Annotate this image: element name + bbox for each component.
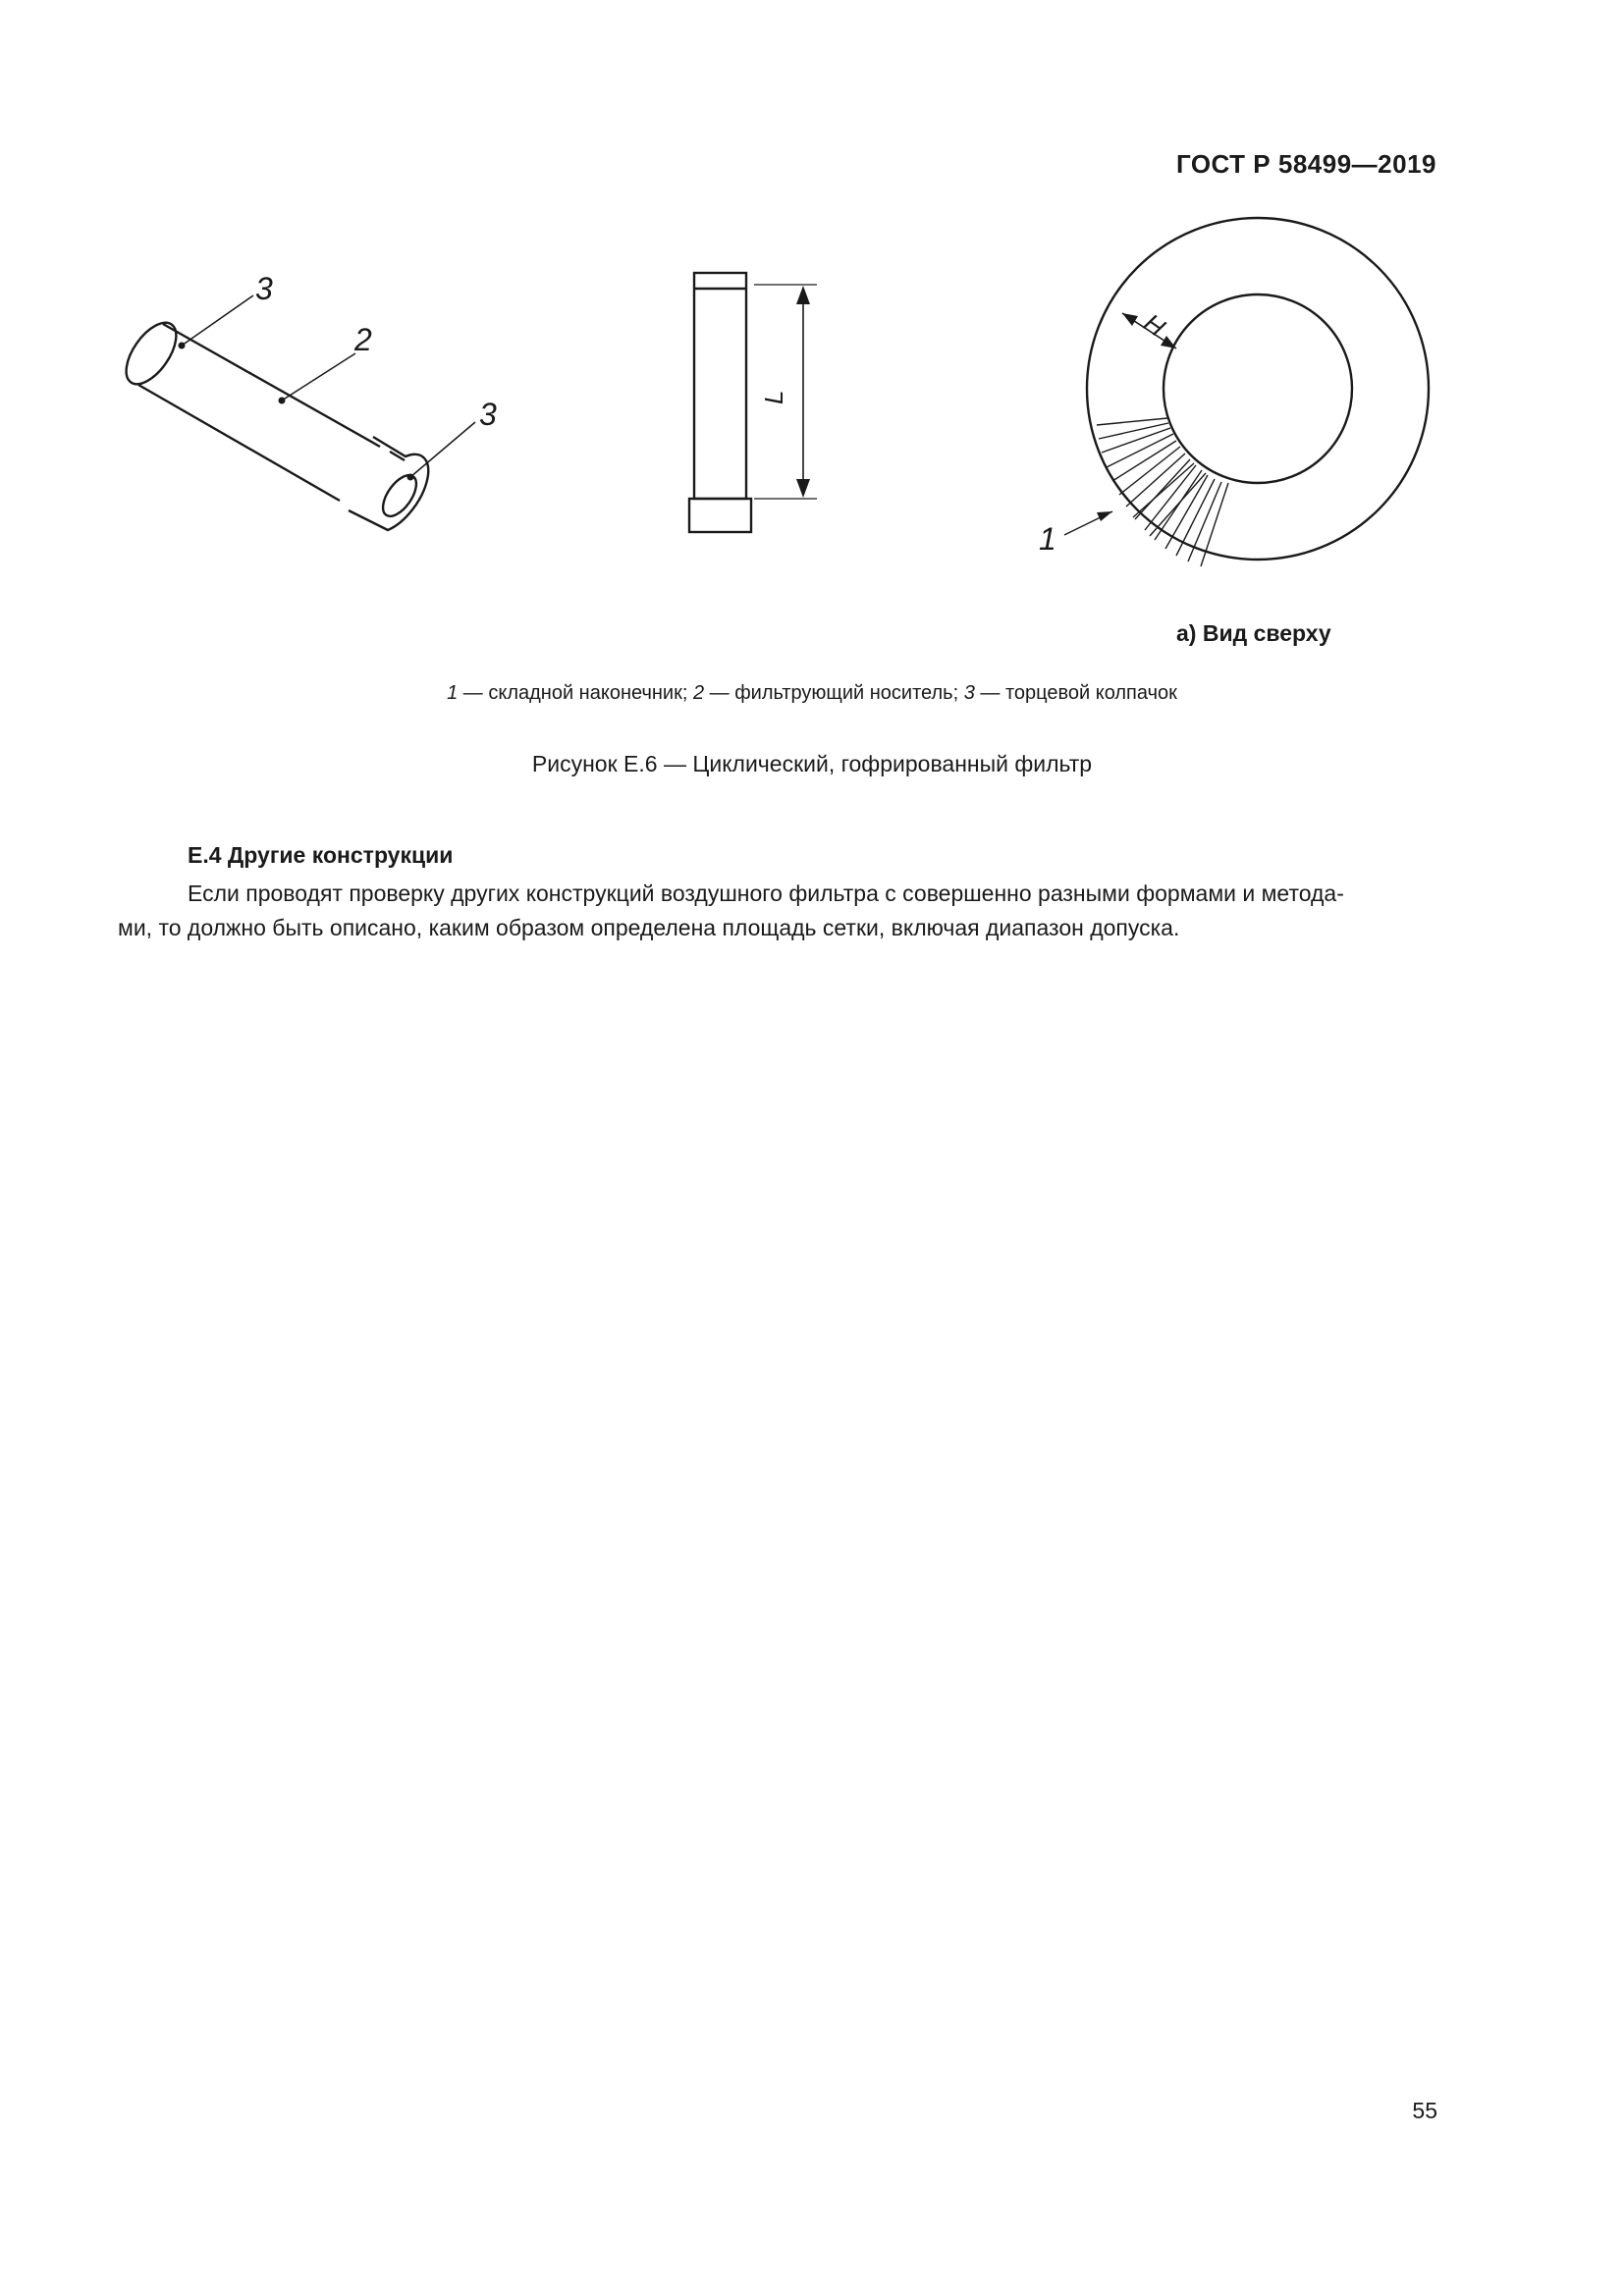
- label-1-arrow: [1097, 511, 1112, 521]
- pleat-lines: [1097, 418, 1228, 566]
- bottom-cap-side: [689, 499, 751, 532]
- cylinder-top-end: [117, 314, 187, 393]
- cylinder-upper-edge: [163, 324, 380, 447]
- label-3-top: 3: [255, 271, 273, 306]
- paragraph-line: ми, то должно быть описано, каким образом определена площадь сетки, включая диапазон допуска.: [118, 915, 1180, 940]
- inner-ring: [1164, 294, 1352, 483]
- label-1: 1: [1039, 521, 1056, 557]
- filter-body-side: [694, 273, 746, 499]
- section-paragraph: [118, 877, 1441, 945]
- page-number: 55: [1412, 2098, 1437, 2123]
- top-view-drawing: [1087, 218, 1429, 566]
- outer-ring: [1087, 218, 1429, 560]
- leader-lines: [182, 295, 1112, 535]
- cylinder-filter-drawing: [117, 314, 429, 530]
- side-view-drawing: [689, 273, 817, 532]
- end-cap-face: [376, 469, 422, 521]
- leader-dots: [179, 343, 414, 481]
- dimension-l-label: L: [759, 390, 788, 404]
- document-header: ГОСТ Р 58499—2019: [1175, 149, 1436, 179]
- section-heading: Е.4 Другие конструкции: [188, 842, 454, 868]
- figure-caption: Рисунок Е.6 — Циклический, гофрированный фильтр: [531, 751, 1093, 776]
- figure-legend: 1 — складной наконечник; 2 — фильтрующий носитель; 3 — торцевой колпачок: [447, 682, 1177, 704]
- cylinder-lower-edge: [138, 385, 340, 501]
- figure-e6: [0, 0, 1624, 707]
- paragraph-line: Если проводят проверку других конструкций воздушного фильтра с совершенно разными формами и метода-: [188, 881, 1344, 906]
- label-2: 2: [354, 322, 372, 357]
- figure-sublabel: а) Вид сверху: [1176, 620, 1331, 646]
- dimension-h-label: H: [1138, 307, 1171, 343]
- label-3-bottom: 3: [479, 397, 497, 432]
- end-cap-seam: [390, 452, 405, 460]
